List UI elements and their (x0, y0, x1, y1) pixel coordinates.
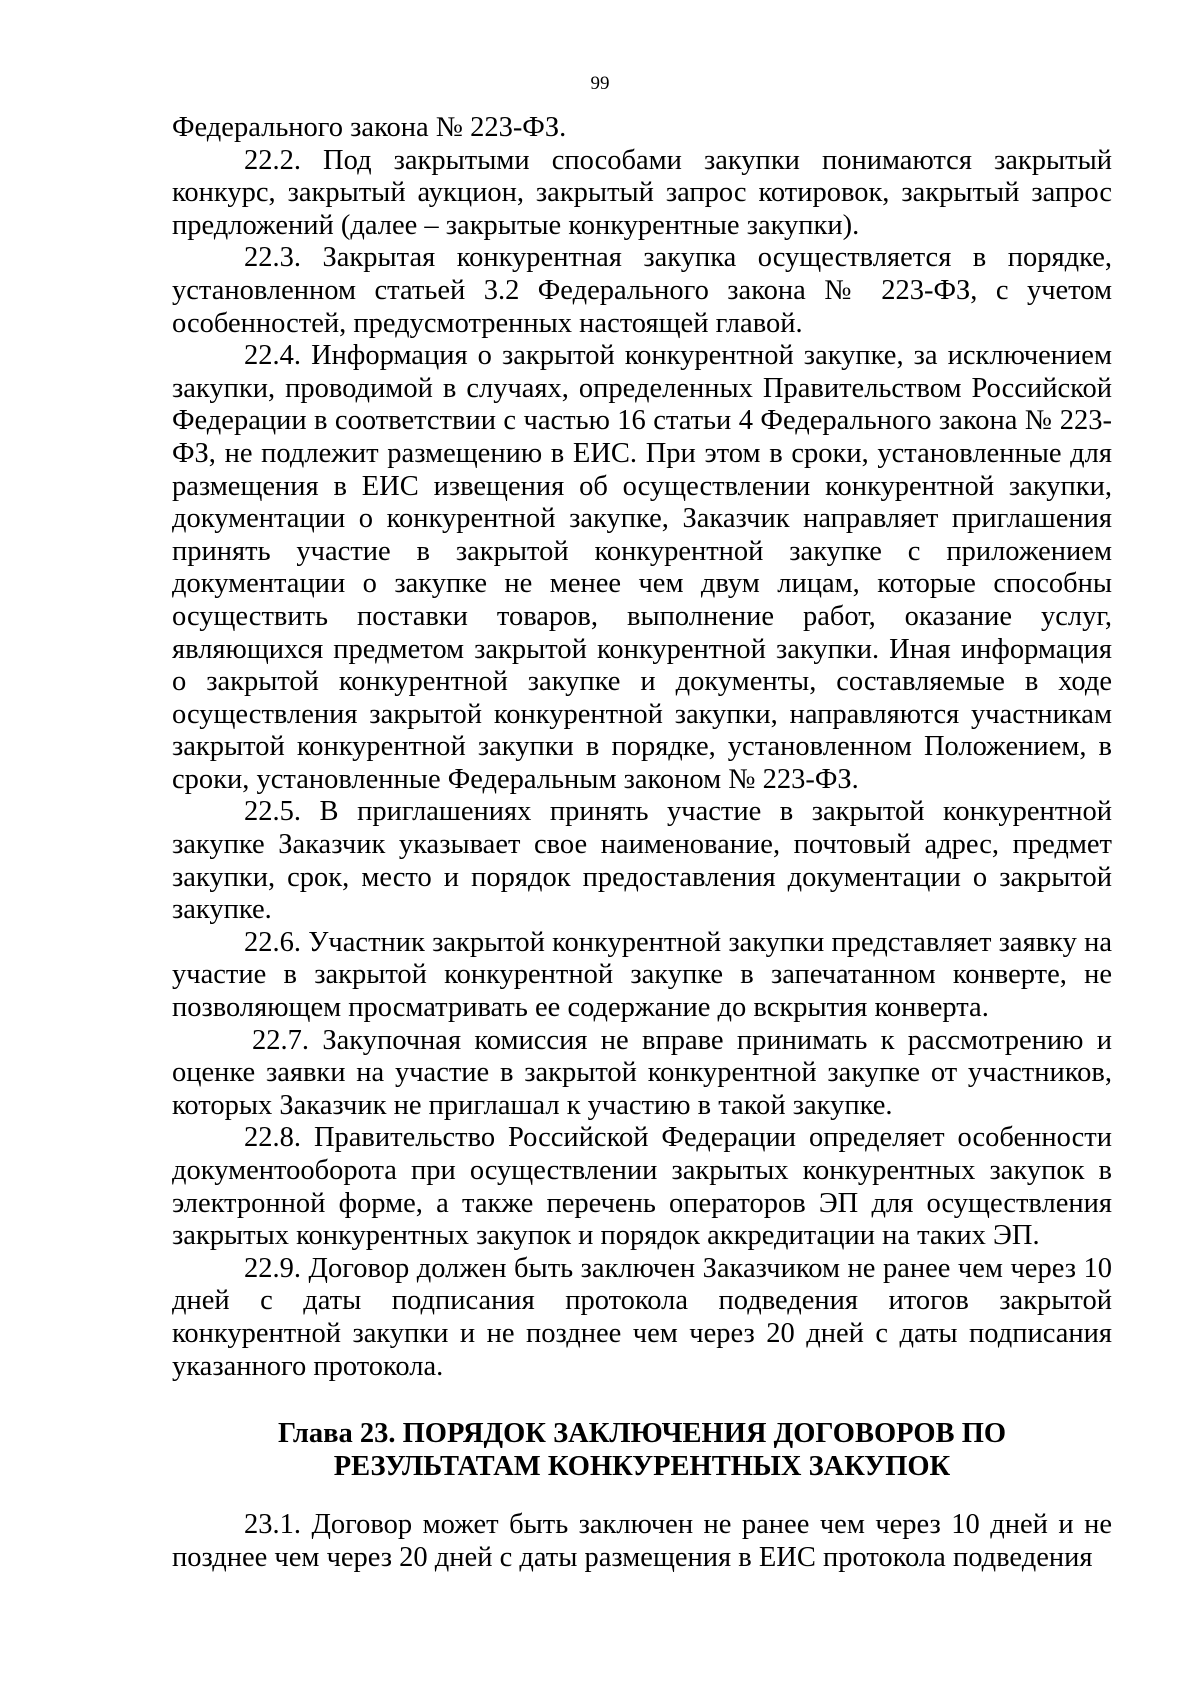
paragraph-23-1: 23.1. Договор может быть заключен не ранее чем через 10 дней и не позднее чем через 20 дней с даты размещения в ЕИС протокола подведения (172, 1509, 1112, 1573)
paragraph-22-5: 22.5. В приглашениях принять участие в закрытой конкурентной закупке Заказчик указывает свое наименование, почтовый адрес, предмет закупки, срок, место и порядок предоставления документации о закрытой закупке. (172, 796, 1112, 926)
chapter-heading-line-1: Глава 23. ПОРЯДОК ЗАКЛЮЧЕНИЯ ДОГОВОРОВ ПО (277, 1418, 1007, 1450)
paragraph-continuation: Федерального закона № 223-ФЗ. (172, 112, 567, 143)
page-number: 99 (590, 73, 610, 94)
paragraph-22-6: 22.6. Участник закрытой конкурентной закупки представляет заявку на участие в закрытой конкурентной закупке в запечатанном конверте, не позволяющем просматривать ее содержание до вскрытия конверта. (172, 926, 1112, 1024)
chapter-heading (172, 1417, 1112, 1483)
paragraph-22-2: 22.2. Под закрытыми способами закупки понимаются закрытый конкурс, закрытый аукцион, закрытый запрос котировок, закрытый запрос предложений (далее – закрытые конкурентные закупки). (172, 144, 1112, 241)
document-body (172, 112, 1112, 1574)
paragraph-22-8: 22.8. Правительство Российской Федерации определяет особенности документооборота при осуществлении закрытых конкурентных закупок в электронной форме, а также перечень операторов ЭП для осуществления закрытых конкурентных закупок и порядок аккредитации на таких ЭП. (172, 1122, 1112, 1252)
paragraph-22-9: 22.9. Договор должен быть заключен Заказчиком не ранее чем через 10 дней с даты подписания протокола подведения итогов закрытой конкурентной закупки и не позднее чем через 20 дней с даты подписания указанного протокола. (172, 1252, 1112, 1382)
paragraph-22-3: 22.3. Закрытая конкурентная закупка осуществляется в порядке, установленном статьей 3.2 Федерального закона № 223-ФЗ, с учетом особенностей, предусмотренных настоящей главой. (172, 242, 1112, 339)
chapter-heading-line-2: РЕЗУЛЬТАТАМ КОНКУРЕНТНЫХ ЗАКУПОК (333, 1451, 951, 1483)
paragraph-22-4: 22.4. Информация о закрытой конкурентной закупке, за исключением закупки, проводимой в случаях, определенных Правительством Российской Федерации в соответствии с частью 16 статьи 4 Федерального закона № 223-ФЗ, не подлежит размещению в ЕИС. При этом в сроки, установленные для размещения в ЕИС извещения об осуществлении конкурентной закупки, документации о конкурентной закупке, Заказчик направляет приглашения принять участие в закрытой конкурентной закупке с приложением документации о закупке не менее чем двум лицам, которые способны осуществить поставки товаров, выполнение работ, оказание услуг, являющихся предметом закрытой конкурентной закупки. Иная информация о закрытой конкурентной закупке и документы, составляемые в ходе осуществления закрытой конкурентной закупки, направляются участникам закрытой конкурентной закупки в порядке, установленном Положением, в сроки, установленные Федеральным законом № 223-ФЗ. (172, 340, 1112, 795)
paragraph-22-7: 22.7. Закупочная комиссия не вправе принимать к рассмотрению и оценке заявки на участие в закрытой конкурентной закупке от участников, которых Заказчик не приглашал к участию в такой закупке. (172, 1024, 1112, 1121)
